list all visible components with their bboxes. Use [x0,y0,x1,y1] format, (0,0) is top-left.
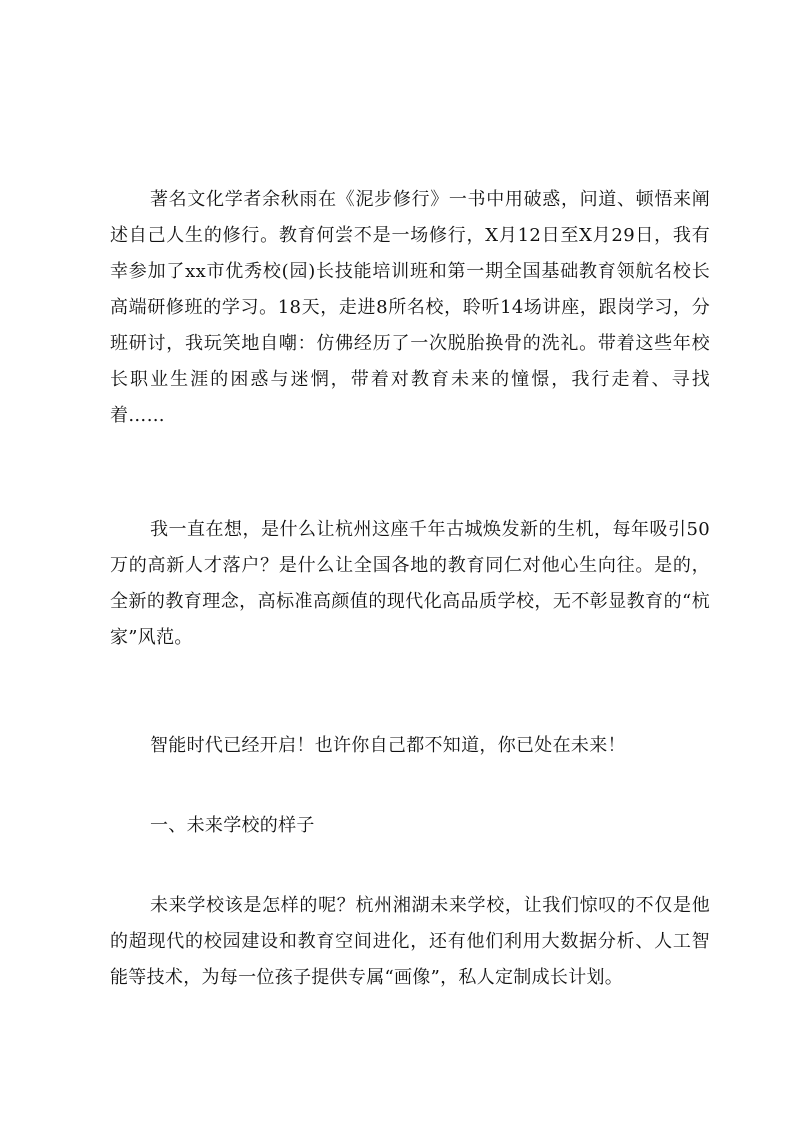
paragraph-future-school: 未来学校该是怎样的呢？杭州湘湖未来学校，让我们惊叹的不仅是他的超现代的校园建设和教育空间进化，还有他们利用大数据分析、人工智能等技术，为每一位孩子提供专属“画像”，私人定制成长计划。 [110,895,710,988]
paragraph-intro: 著名文化学者余秋雨在《泥步修行》一书中用破惑，问道、顿悟来阐述自己人生的修行。教育何尝不是一场修行，X月12日至X月29日，我有幸参加了xx市优秀校(园)长技能培训班和第一期全国基础教育领航名校长高端研修班的学习。18天，走进8所名校，聆听14场讲座，跟岗学习，分班研讨，我玩笑地自嘲：仿佛经历了一次脱胎换骨的洗礼。带着这些年校长职业生涯的困惑与迷惘，带着对教育未来的憧憬，我行走着、寻找着…… [110,189,710,426]
paragraph-hangzhou: 我一直在想，是什么让杭州这座千年古城焕发新的生机，每年吸引50万的高新人才落户？是什么让全国各地的教育同仁对他心生向往。是的，全新的教育理念，高标准高颜值的现代化高品质学校，无不彰显教育的“杭家”风范。 [110,519,710,648]
section-heading: 一、未来学校的样子 [150,815,315,836]
paragraph-smart-era: 智能时代已经开启！也许你自己都不知道，你已处在未来！ [150,735,626,756]
